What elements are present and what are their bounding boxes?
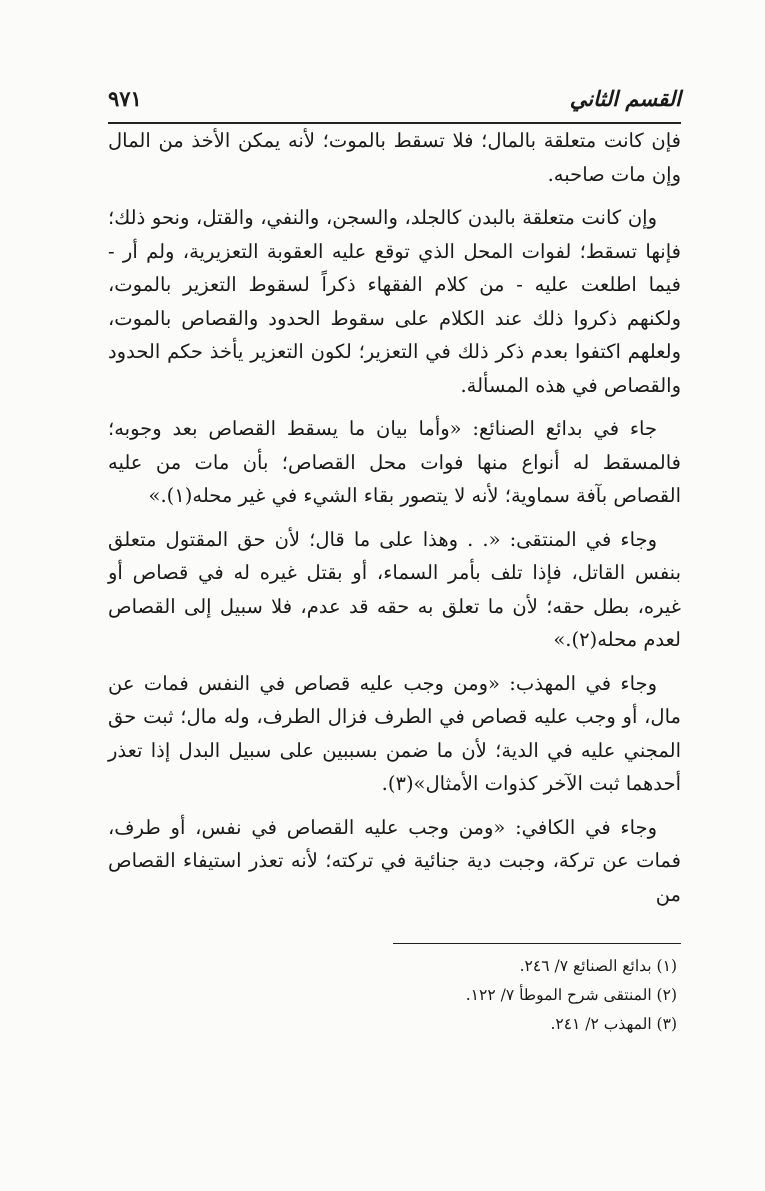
paragraph: وجاء في المنتقى: «. . وهذا على ما قال؛ لأن حق المقتول متعلق بنفس القاتل، فإذا تلف بأمر السماء، أو بقتل غيره له في قصاص أو غيره، بطل حقه؛ لأن ما تعلق به حقه قد عدم، فلا سبيل إلى القصاص لعدم محله(٢).» <box>108 527 681 651</box>
page-number: ٩٧١ <box>108 86 142 111</box>
main-text <box>108 124 681 921</box>
footnote: (٢) المنتقى شرح الموطأ ٧/ ١٢٢. <box>465 986 677 1004</box>
paragraph: جاء في بدائع الصنائع: «وأما بيان ما يسقط القصاص بعد وجوبه؛ فالمسقط له أنواع منها فوات محل القصاص؛ بأن مات من عليه القصاص بآفة سماوية؛ لأنه لا يتصور بقاء الشيء في غير محله(١).» <box>108 417 681 507</box>
running-title: القسم الثاني <box>569 86 681 111</box>
footnote: (١) بدائع الصنائع ٧/ ٢٤٦. <box>519 957 677 975</box>
paragraph: فإن كانت متعلقة بالمال؛ فلا تسقط بالموت؛ لأنه يمكن الأخذ من المال وإن مات صاحبه. <box>108 129 681 186</box>
page-header <box>108 82 681 124</box>
footnote: (٣) المهذب ٢/ ٢٤١. <box>550 1015 677 1033</box>
paragraph: وجاء في الكافي: «ومن وجب عليه القصاص في نفس، أو طرف، فمات عن تركة، وجبت دية جنائية في تركته؛ لأنه تعذر استيفاء القصاص من <box>108 815 681 906</box>
footnote-separator <box>393 943 681 944</box>
paragraph: وإن كانت متعلقة بالبدن كالجلد، والسجن، والنفي، والقتل، ونحو ذلك؛ فإنها تسقط؛ لفوات المحل الذي توقع عليه العقوبة التعزيرية، ولم أر - فيما اطلعت عليه - من كلام الفقهاء ذكراً لسقوط التعزير بالموت، ولكنهم ذكروا ذلك عند الكلام على سقوط الحدود والقصاص بالموت، ولعلهم اكتفوا بعدم ذكر ذلك في التعزير؛ لكون التعزير يأخذ حكم الحدود والقصاص في هذه المسألة. <box>108 206 681 397</box>
footnotes <box>393 952 681 1039</box>
paragraph: وجاء في المهذب: «ومن وجب عليه قصاص في النفس فمات عن مال، أو وجب عليه قصاص في الطرف فزال الطرف، وله مال؛ ثبت حق المجني عليه في الدية؛ لأن ما ضمن بسببين على سبيل البدل إذا تعذر أحدهما ثبت الآخر كذوات الأمثال»(٣). <box>108 671 681 795</box>
